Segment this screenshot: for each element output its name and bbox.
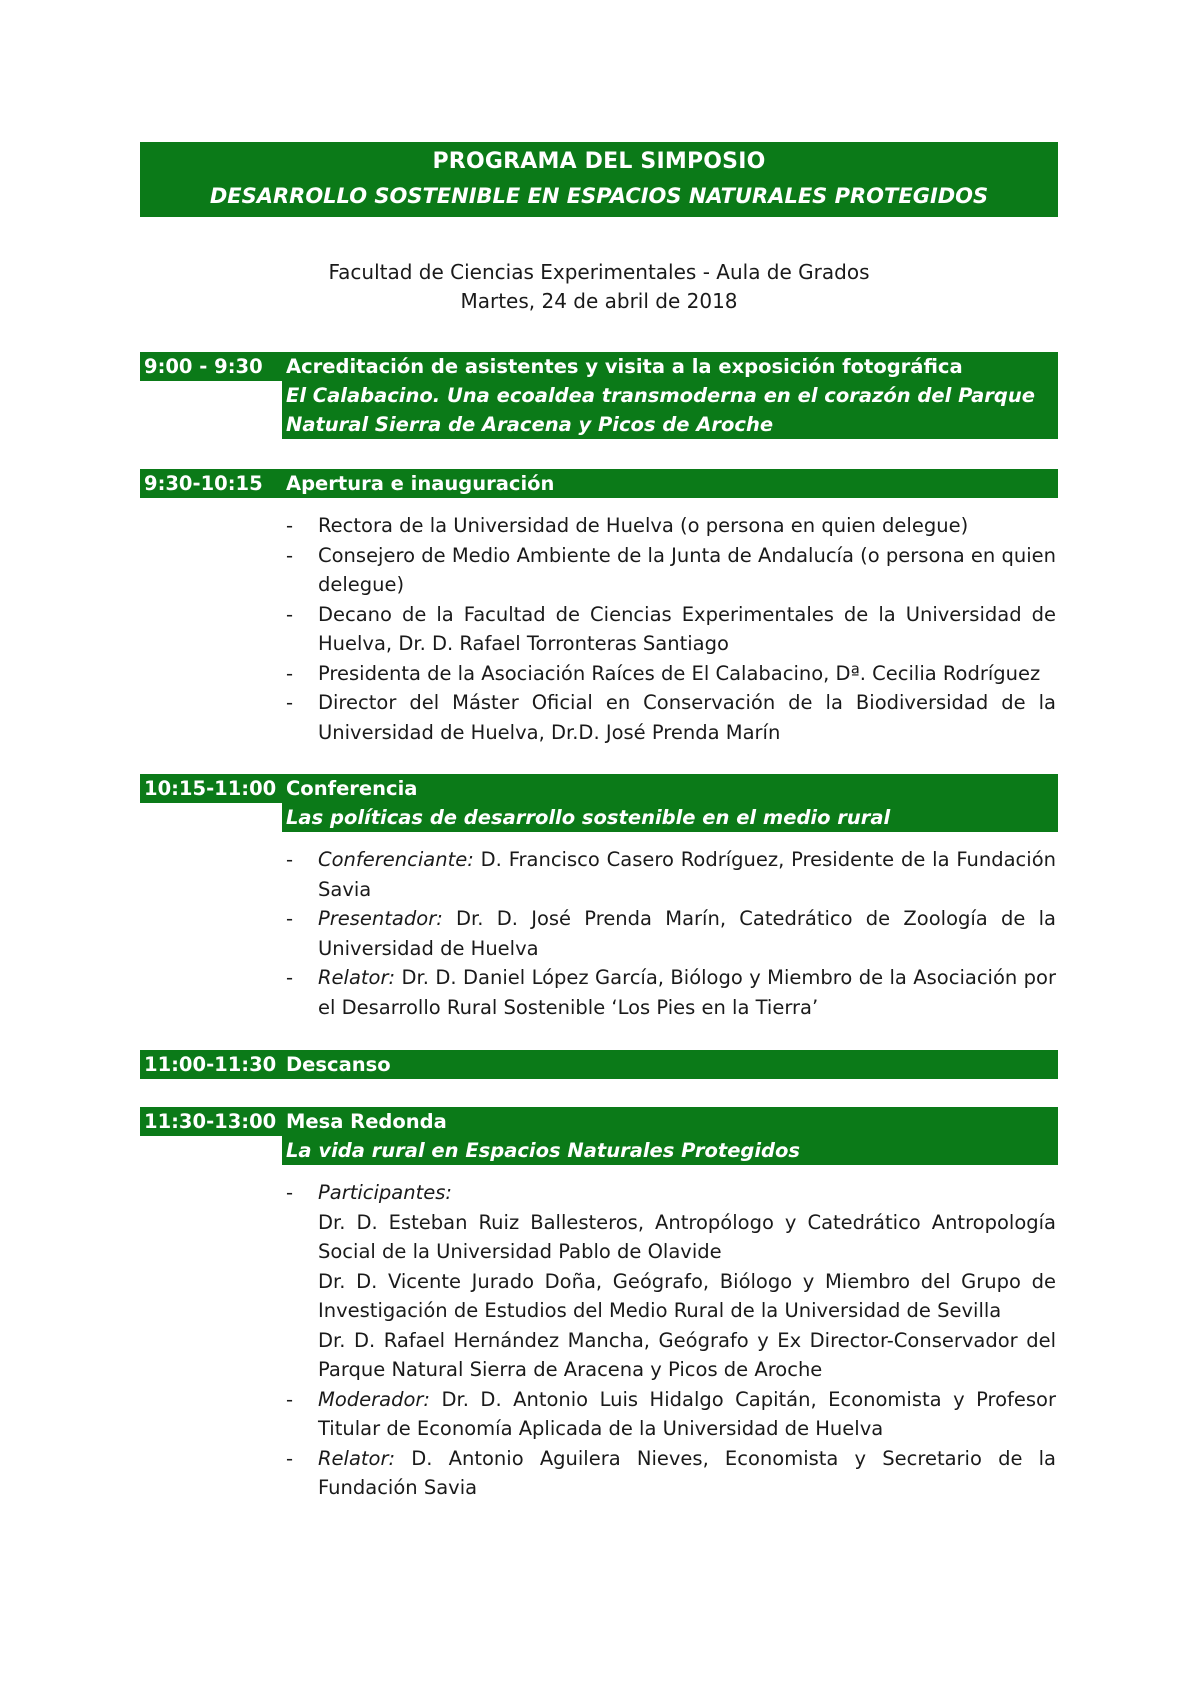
session-accreditation (140, 352, 1058, 439)
participant: Dr. D. Rafael Hernández Mancha, Geógrafo y Ex Director-Conservador del Parque Natural Sierra de Aracena y Picos de Aroche (318, 1328, 1056, 1381)
session-time: 11:30-13:00 (140, 1107, 282, 1136)
role-label: Relator: (318, 966, 396, 989)
bullet-dash: - (286, 514, 294, 537)
role-label: Conferenciante: (318, 848, 474, 871)
role-label: Participantes: (318, 1181, 452, 1204)
session-title: Apertura e inauguración (282, 469, 1058, 498)
list-item: - Relator: D. Antonio Aguilera Nieves, Economista y Secretario de la Fundación Savia (282, 1444, 1058, 1503)
list-item: - Presidenta de la Asociación Raíces de El Calabacino, Dª. Cecilia Rodríguez (282, 659, 1058, 689)
role-label: Presentador: (318, 907, 443, 930)
document-page (140, 142, 1058, 1503)
title-banner (140, 142, 1058, 217)
session-time: 10:15-11:00 (140, 774, 282, 803)
bullet-dash: - (286, 661, 294, 685)
list-item: - Director del Máster Oficial en Conservación de la Biodiversidad de la Universidad de Huelva, Dr.D. José Prenda Marín (282, 688, 1058, 747)
venue-place: Facultad de Ciencias Experimentales - Aula de Grados (328, 260, 870, 284)
session-subtitle-row (140, 381, 1058, 439)
list-item: - Presentador: Dr. D. José Prenda Marín, Catedrático de Zoología de la Universidad de Huelva (282, 904, 1058, 963)
session-subtitle-row (140, 1136, 1058, 1165)
list-item (282, 1178, 1058, 1385)
bullet-dash: - (286, 691, 294, 714)
bullet-dash: - (286, 848, 294, 871)
list-item: - Decano de la Facultad de Ciencias Experimentales de la Universidad de Huelva, Dr. D. Rafael Torronteras Santiago (282, 600, 1058, 659)
venue-info (140, 258, 1058, 316)
speaker-list (140, 845, 1058, 1022)
participant: Dr. D. Vicente Jurado Doña, Geógrafo, Biólogo y Miembro del Grupo de Investigación de Estudios del Medio Rural de la Universidad de Sevilla (318, 1269, 1056, 1322)
session-round-table (140, 1107, 1058, 1503)
participant: Dr. D. Esteban Ruiz Ballesteros, Antropólogo y Catedrático Antropología Social de la Universidad Pablo de Olavide (318, 1210, 1056, 1263)
session-header (140, 774, 1058, 803)
bullet-dash: - (286, 1446, 294, 1470)
bullet-dash: - (286, 602, 294, 626)
speaker-list (140, 511, 1058, 747)
session-title: Descanso (282, 1050, 1058, 1079)
bullet-dash: - (286, 1387, 294, 1411)
page-title: PROGRAMA DEL SIMPOSIO (432, 149, 766, 174)
list-item: - Relator: Dr. D. Daniel López García, Biólogo y Miembro de la Asociación por el Desarrollo Rural Sostenible ‘Los Pies en la Tierra’ (282, 963, 1058, 1022)
session-subtitle: Las políticas de desarrollo sostenible en el medio rural (282, 803, 1058, 832)
session-title: Conferencia (282, 774, 1058, 803)
speaker-list (140, 1178, 1058, 1503)
session-header (140, 352, 1058, 381)
session-subtitle: La vida rural en Espacios Naturales Protegidos (282, 1136, 1058, 1165)
session-header (140, 1050, 1058, 1079)
session-subtitle: El Calabacino. Una ecoaldea transmoderna en el corazón del Parque Natural Sierra de Aracena y Picos de Aroche (282, 381, 1058, 439)
list-item: - Consejero de Medio Ambiente de la Junta de Andalucía (o persona en quien delegue) (282, 541, 1058, 600)
list-item: - Conferenciante: D. Francisco Casero Rodríguez, Presidente de la Fundación Savia (282, 845, 1058, 904)
list-item: - Rectora de la Universidad de Huelva (o persona en quien delegue) (282, 511, 1058, 541)
bullet-dash: - (286, 1181, 294, 1204)
session-break (140, 1050, 1058, 1079)
session-time: 9:30-10:15 (140, 469, 282, 498)
session-time: 9:00 - 9:30 (140, 352, 282, 381)
session-header (140, 469, 1058, 498)
bullet-dash: - (286, 543, 294, 567)
bullet-dash: - (286, 907, 294, 930)
page-subtitle: DESARROLLO SOSTENIBLE EN ESPACIOS NATURALES PROTEGIDOS (209, 184, 989, 208)
role-label: Moderador: (318, 1387, 430, 1411)
session-conference (140, 774, 1058, 1022)
session-title: Mesa Redonda (282, 1107, 1058, 1136)
venue-date: Martes, 24 de abril de 2018 (460, 289, 738, 313)
session-time: 11:00-11:30 (140, 1050, 282, 1079)
role-label: Relator: (318, 1446, 396, 1470)
bullet-dash: - (286, 966, 294, 989)
session-title: Acreditación de asistentes y visita a la exposición fotográfica (282, 352, 1058, 381)
session-subtitle-row (140, 803, 1058, 832)
list-item: - Moderador: Dr. D. Antonio Luis Hidalgo Capitán, Economista y Profesor Titular de Economía Aplicada de la Universidad de Huelva (282, 1385, 1058, 1444)
session-opening (140, 469, 1058, 747)
session-header (140, 1107, 1058, 1136)
